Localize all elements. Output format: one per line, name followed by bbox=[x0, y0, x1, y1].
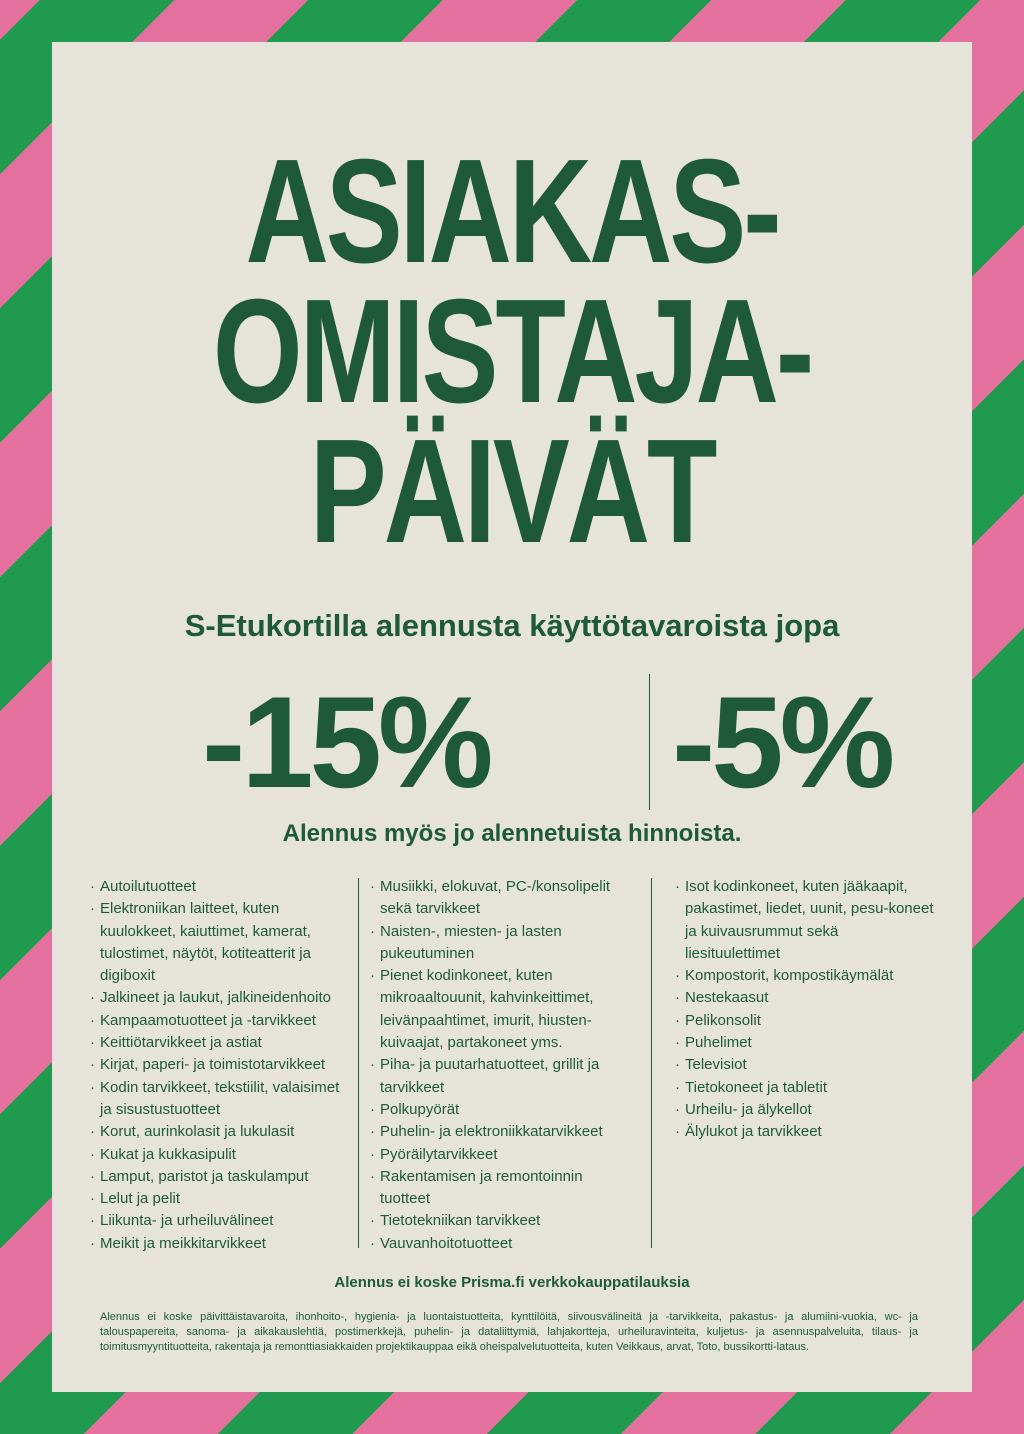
column-divider bbox=[651, 878, 652, 1248]
list-item: · Meikit ja meikkitarvikkeet bbox=[90, 1233, 350, 1255]
title-line-3: PÄIVÄT bbox=[309, 409, 715, 574]
list-item: · Musiikki, elokuvat, PC-/konsolipelit sekä tarvikkeet bbox=[370, 876, 630, 921]
list-item: · Korut, aurinkolasit ja lukulasit bbox=[90, 1121, 350, 1143]
poster-title bbox=[153, 129, 871, 574]
list-item: · Puhelin- ja elektroniikkatarvikkeet bbox=[370, 1121, 630, 1143]
discount-15: -15% bbox=[202, 669, 490, 815]
list-item: · Vauvanhoitotuotteet bbox=[370, 1233, 630, 1255]
list-item: · Polkupyörät bbox=[370, 1099, 630, 1121]
fine-print: Alennus ei koske päivittäistavaroita, ihonhoito-, hygienia- ja luontaistuotteita, kynttilöitä, siivousvälineitä ja -tarvikkeita, pakastus- ja alumiini-vuokia, wc- ja talouspapereita, sanoma- ja aikakauslehtiä, postimerkkejä, puhelin- ja dataliittymiä, lahjakortteja, urheiluravinteita, kuljetus- ja asennuspalveluita, tilaus- ja toimitusmyyntituotteita, rakentaja ja remonttiasiakkaiden projektikauppaa eikä oheispalvelutuotteita, kuten Veikkaus, arvat, Toto, bussikortti-lataus. bbox=[100, 1311, 918, 1353]
list-item: · Kampaamotuotteet ja -tarvikkeet bbox=[90, 1010, 350, 1032]
title-line-1: ASIAKAS- bbox=[245, 129, 779, 294]
list-item: · Isot kodinkoneet, kuten jääkaapit, pakastimet, liedet, uunit, pesu-koneet ja kuivausrummut sekä liesituulettimet bbox=[675, 876, 935, 965]
list-item: · Kirjat, paperi- ja toimistotarvikkeet bbox=[90, 1054, 350, 1076]
discount-divider bbox=[649, 674, 650, 810]
list-item: · Elektroniikan laitteet, kuten kuulokkeet, kaiuttimet, kamerat, tulostimet, näytöt, kotiteatterit ja digiboxit bbox=[90, 898, 350, 987]
list-item: · Pienet kodinkoneet, kuten mikroaaltouunit, kahvinkeittimet, leivänpaahtimet, imurit, hiusten-kuivaajat, partakoneet yms. bbox=[370, 965, 630, 1054]
list-item: · Kukat ja kukkasipulit bbox=[90, 1144, 350, 1166]
list-item: · Urheilu- ja älykellot bbox=[675, 1099, 935, 1121]
poster-panel bbox=[52, 42, 972, 1392]
list-item: · Kodin tarvikkeet, tekstiilit, valaisimet ja sisustustuotteet bbox=[90, 1077, 350, 1122]
column-divider bbox=[358, 878, 359, 1248]
discount-note: Alennus myös jo alennetuista hinnoista. bbox=[282, 820, 742, 847]
exclusion-note: Alennus ei koske Prisma.fi verkkokauppatilauksia bbox=[334, 1274, 690, 1291]
list-item: · Naisten-, miesten- ja lasten pukeutuminen bbox=[370, 921, 630, 966]
list-item: · Tietokoneet ja tabletit bbox=[675, 1077, 935, 1099]
list-item: · Pelikonsolit bbox=[675, 1010, 935, 1032]
category-list-2 bbox=[370, 876, 630, 1255]
list-item: · Piha- ja puutarhatuotteet, grillit ja tarvikkeet bbox=[370, 1054, 630, 1099]
list-item: · Lamput, paristot ja taskulamput bbox=[90, 1166, 350, 1188]
list-item: · Tietotekniikan tarvikkeet bbox=[370, 1210, 630, 1232]
list-item: · Lelut ja pelit bbox=[90, 1188, 350, 1210]
list-item: · Kompostorit, kompostikäymälät bbox=[675, 965, 935, 987]
list-item: · Puhelimet bbox=[675, 1032, 935, 1054]
title-line-2: OMISTAJA- bbox=[212, 269, 812, 434]
list-item: · Nestekaasut bbox=[675, 987, 935, 1009]
list-item: · Rakentamisen ja remontoinnin tuotteet bbox=[370, 1166, 630, 1211]
list-item: · Keittiötarvikkeet ja astiat bbox=[90, 1032, 350, 1054]
list-item: · Pyöräilytarvikkeet bbox=[370, 1144, 630, 1166]
subtitle: S-Etukortilla alennusta käyttötavaroista jopa bbox=[184, 608, 840, 643]
list-item: · Jalkineet ja laukut, jalkineidenhoito bbox=[90, 987, 350, 1009]
list-item: · Autoilutuotteet bbox=[90, 876, 350, 898]
category-list-1 bbox=[90, 876, 350, 1255]
category-list-3 bbox=[675, 876, 935, 1144]
list-item: · Televisiot bbox=[675, 1054, 935, 1076]
discount-5: -5% bbox=[672, 669, 892, 815]
list-item: · Älylukot ja tarvikkeet bbox=[675, 1121, 935, 1143]
list-item: · Liikunta- ja urheiluvälineet bbox=[90, 1210, 350, 1232]
